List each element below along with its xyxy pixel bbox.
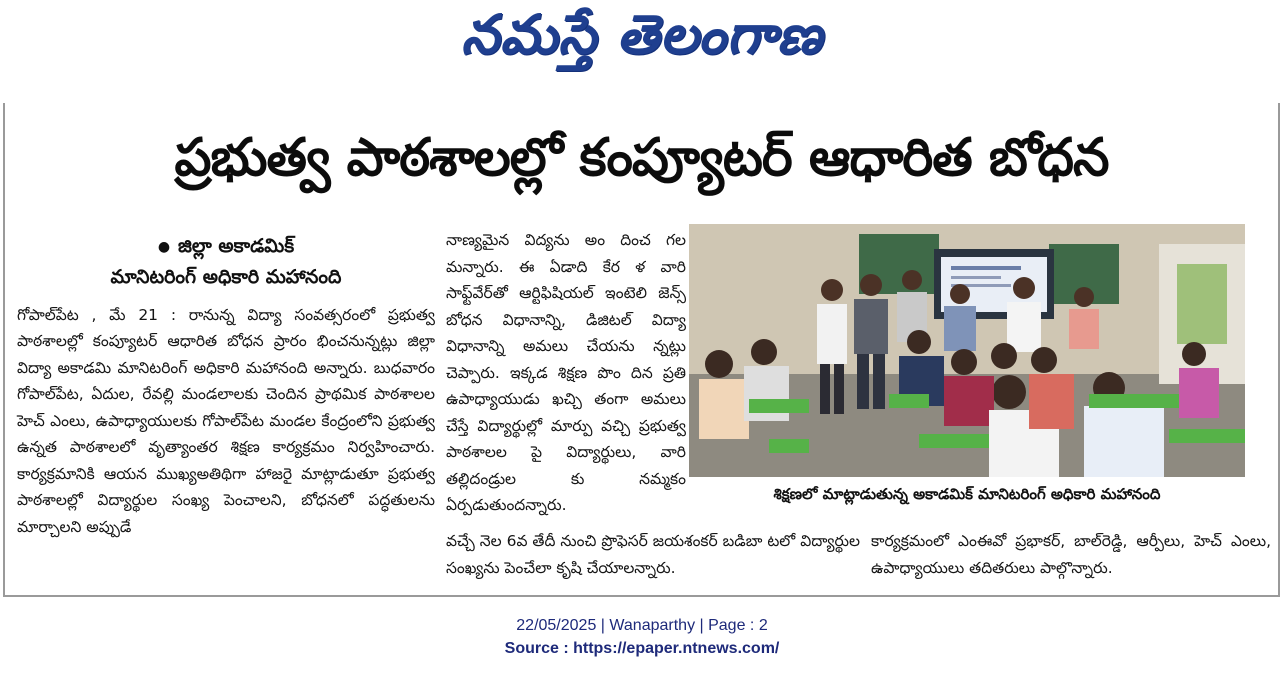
masthead-title: నమస్తే తెలంగాణ: [461, 2, 823, 66]
article-column-2: [446, 227, 686, 519]
article-clipping: [3, 103, 1280, 597]
article-headline: [5, 109, 1278, 219]
headline-text: ప్రభుత్వ పాఠశాలల్లో కంప్యూటర్ ఆధారిత బోధన: [174, 127, 1109, 188]
subheading-line-2: మానిటరింగ్ అధికారి మహానంది: [110, 265, 342, 288]
bullet-icon: ●: [157, 238, 171, 255]
footer-date-edition-page: 22/05/2025 | Wanaparthy | Page : 2: [516, 617, 768, 634]
column-3-text: కార్యక్రమంలో ఎంఈవో ప్రభాకర్, బాల్‌రెడ్డి, ఆర్పీలు, హెచ్ ఎంలు, ఉపాధ్యాయులు తదితరులు పాల్గొన్నారు.: [871, 532, 1271, 577]
column-2-continued-text: వచ్చే నెల 6వ తేదీ నుంచి ప్రొఫెసర్ జయశంకర్ బడిబా టలో విద్యార్థుల సంఖ్యను పెంచేలా కృషి చేయాలన్నారు.: [446, 532, 860, 577]
column-2-text: నాణ్యమైన విద్యను అం దించ గల మన్నారు. ఈ ఏడాది కేర ళ వారి సాఫ్ట్‌వేర్‌తో ఆర్టిఫిషియల్ ఇంటెలి జెన్స్ బోధన విధానాన్ని, డిజిటల్ విద్యా విధానాన్ని అమలు చేయను న్నట్లు చెప్పారు. ఇక్కడ శిక్షణ పొం దిన ప్రతి ఉపాధ్యాయుడు ఖచ్చి తంగా అమలు చేస్తే విద్యార్థుల్లో మార్పు వచ్చి ప్రభుత్వ పాఠశాలల పై విద్యార్థులు, వారి తల్లిదండ్రుల కు నమ్మకం ఏర్పడుతుందన్నారు.: [446, 231, 686, 514]
article-column-3: [871, 528, 1271, 581]
photo-caption-text: శిక్షణలో మాట్లాడుతున్న అకాడమిక్ మానిటరింగ్ అధికారి మహానంది: [773, 485, 1161, 503]
article-column-2-continued: [446, 528, 860, 581]
article-column-1: [17, 231, 435, 540]
subheading: [17, 231, 435, 292]
classroom-photo-illustration: [689, 224, 1245, 477]
subheading-line-1: జిల్లా అకాడమిక్: [178, 235, 295, 257]
source-footer: [0, 614, 1284, 660]
column-1-text: గోపాల్‌పేట , మే 21 : రానున్న విద్యా సంవత్సరంలో ప్రభుత్వ పాఠశాలల్లో కంప్యూటర్ ఆధారిత బోధన ప్రారం భించనున్నట్లు జిల్లా విద్యా అకాడమి మానిటరింగ్ అధికారి మహానంది అన్నారు. బుధవారం గోపాల్‌పేట, ఏదుల, రేవల్లి మండలాలకు చెందిన ప్రాథమిక పాఠశాలల హెచ్ ఎంలు, ఉపాధ్యాయులకు గోపాల్‌పేట మండల కేంద్రంలోని ప్రభుత్వ ఉన్నత పాఠశాలలో వృత్యాంతర శిక్షణ కార్యక్రమం నిర్వహించారు. కార్యక్రమానికి ఆయన ముఖ్యఅతిథిగా హాజరై మాట్లాడుతూ ప్రభుత్వ పాఠశాలల్లో విద్యార్థుల సంఖ్య పెంచాలని, బోధనలో పద్ధతులను మార్చాలని అప్పుడే: [17, 305, 435, 536]
footer-source: Source : https://epaper.ntnews.com/: [504, 640, 780, 657]
newspaper-masthead: [0, 2, 1284, 80]
photo-caption: [689, 481, 1245, 511]
article-photo: [689, 224, 1245, 477]
